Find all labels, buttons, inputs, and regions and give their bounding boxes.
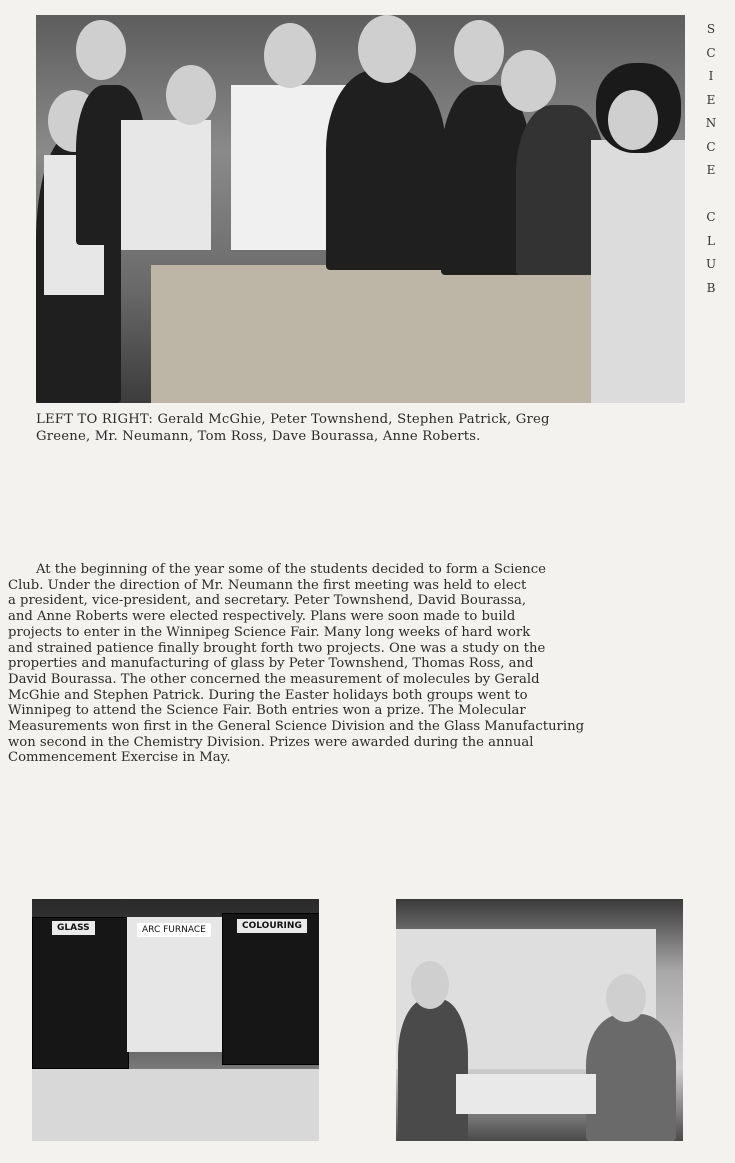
body-line: McGhie and Stephen Patrick. During the Easter holidays both groups went to bbox=[8, 687, 528, 703]
body-line: Club. Under the direction of Mr. Neumann the first meeting was held to elect bbox=[8, 577, 527, 593]
title-letter: L bbox=[707, 233, 715, 248]
head bbox=[264, 23, 316, 88]
exhibit-label-glass: GLASS bbox=[52, 921, 95, 935]
title-gap bbox=[700, 183, 722, 207]
head bbox=[606, 974, 646, 1022]
head bbox=[166, 65, 216, 125]
article-body bbox=[8, 562, 716, 766]
body-line: and strained patience finally brought forth two projects. One was a study on the bbox=[8, 640, 546, 656]
head bbox=[608, 90, 658, 150]
section-title-vertical bbox=[700, 18, 722, 300]
body-line: projects to enter in the Winnipeg Science Fair. Many long weeks of hard work bbox=[8, 624, 531, 640]
caption-line: LEFT TO RIGHT: Gerald McGhie, Peter Townshend, Stephen Patrick, Greg bbox=[36, 412, 550, 427]
exhibit-label-colouring: COLOURING bbox=[237, 919, 307, 933]
teacher-figure bbox=[326, 70, 446, 270]
body-line: Commencement Exercise in May. bbox=[8, 750, 231, 766]
exhibit-table bbox=[32, 1069, 319, 1141]
molecular-exhibit-photo bbox=[396, 899, 683, 1141]
body-line: David Bourassa. The other concerned the measurement of molecules by Gerald bbox=[8, 671, 540, 687]
photo-caption bbox=[36, 411, 696, 445]
title-letter: S bbox=[706, 22, 716, 36]
title-letter: C bbox=[706, 139, 716, 154]
head bbox=[454, 20, 504, 82]
title-letter: B bbox=[706, 280, 716, 295]
exhibit-label-arc-furnace: ARC FURNACE bbox=[137, 923, 211, 937]
title-letter: I bbox=[708, 69, 714, 83]
glass-exhibit-photo bbox=[32, 899, 319, 1141]
body-line: won second in the Chemistry Division. Prizes were awarded during the annual bbox=[8, 734, 534, 750]
title-letter: E bbox=[706, 92, 716, 107]
title-letter: E bbox=[706, 163, 716, 177]
exhibit-board-right bbox=[222, 913, 319, 1065]
student-figure bbox=[586, 1014, 676, 1141]
exhibit-board-center bbox=[127, 917, 222, 1052]
body-line: Measurements won first in the General Science Division and the Glass Manufacturing bbox=[8, 719, 585, 735]
exhibit-board-left bbox=[32, 917, 129, 1069]
body-line: At the beginning of the year some of the students decided to form a Science bbox=[36, 562, 546, 577]
title-letter: C bbox=[706, 45, 716, 60]
title-letter: U bbox=[705, 257, 717, 271]
body-line: Winnipeg to attend the Science Fair. Both entries won a prize. The Molecular bbox=[8, 703, 526, 719]
head bbox=[501, 50, 556, 112]
caption-line: Greene, Mr. Neumann, Tom Ross, Dave Bourassa, Anne Roberts. bbox=[36, 429, 481, 444]
title-letter: C bbox=[706, 210, 716, 224]
student-figure bbox=[398, 999, 468, 1141]
desk bbox=[151, 265, 601, 403]
head bbox=[411, 961, 449, 1009]
shirt bbox=[121, 120, 211, 250]
exhibit-table bbox=[456, 1074, 596, 1114]
body-line: properties and manufacturing of glass by Peter Townshend, Thomas Ross, and bbox=[8, 656, 534, 672]
group-photo bbox=[36, 15, 685, 403]
head bbox=[358, 15, 416, 83]
sweater bbox=[591, 140, 685, 403]
head bbox=[76, 20, 126, 80]
title-letter: N bbox=[705, 116, 717, 130]
body-line: a president, vice-president, and secretary. Peter Townshend, David Bourassa, bbox=[8, 593, 527, 609]
body-line: and Anne Roberts were elected respectively. Plans were soon made to build bbox=[8, 609, 516, 625]
